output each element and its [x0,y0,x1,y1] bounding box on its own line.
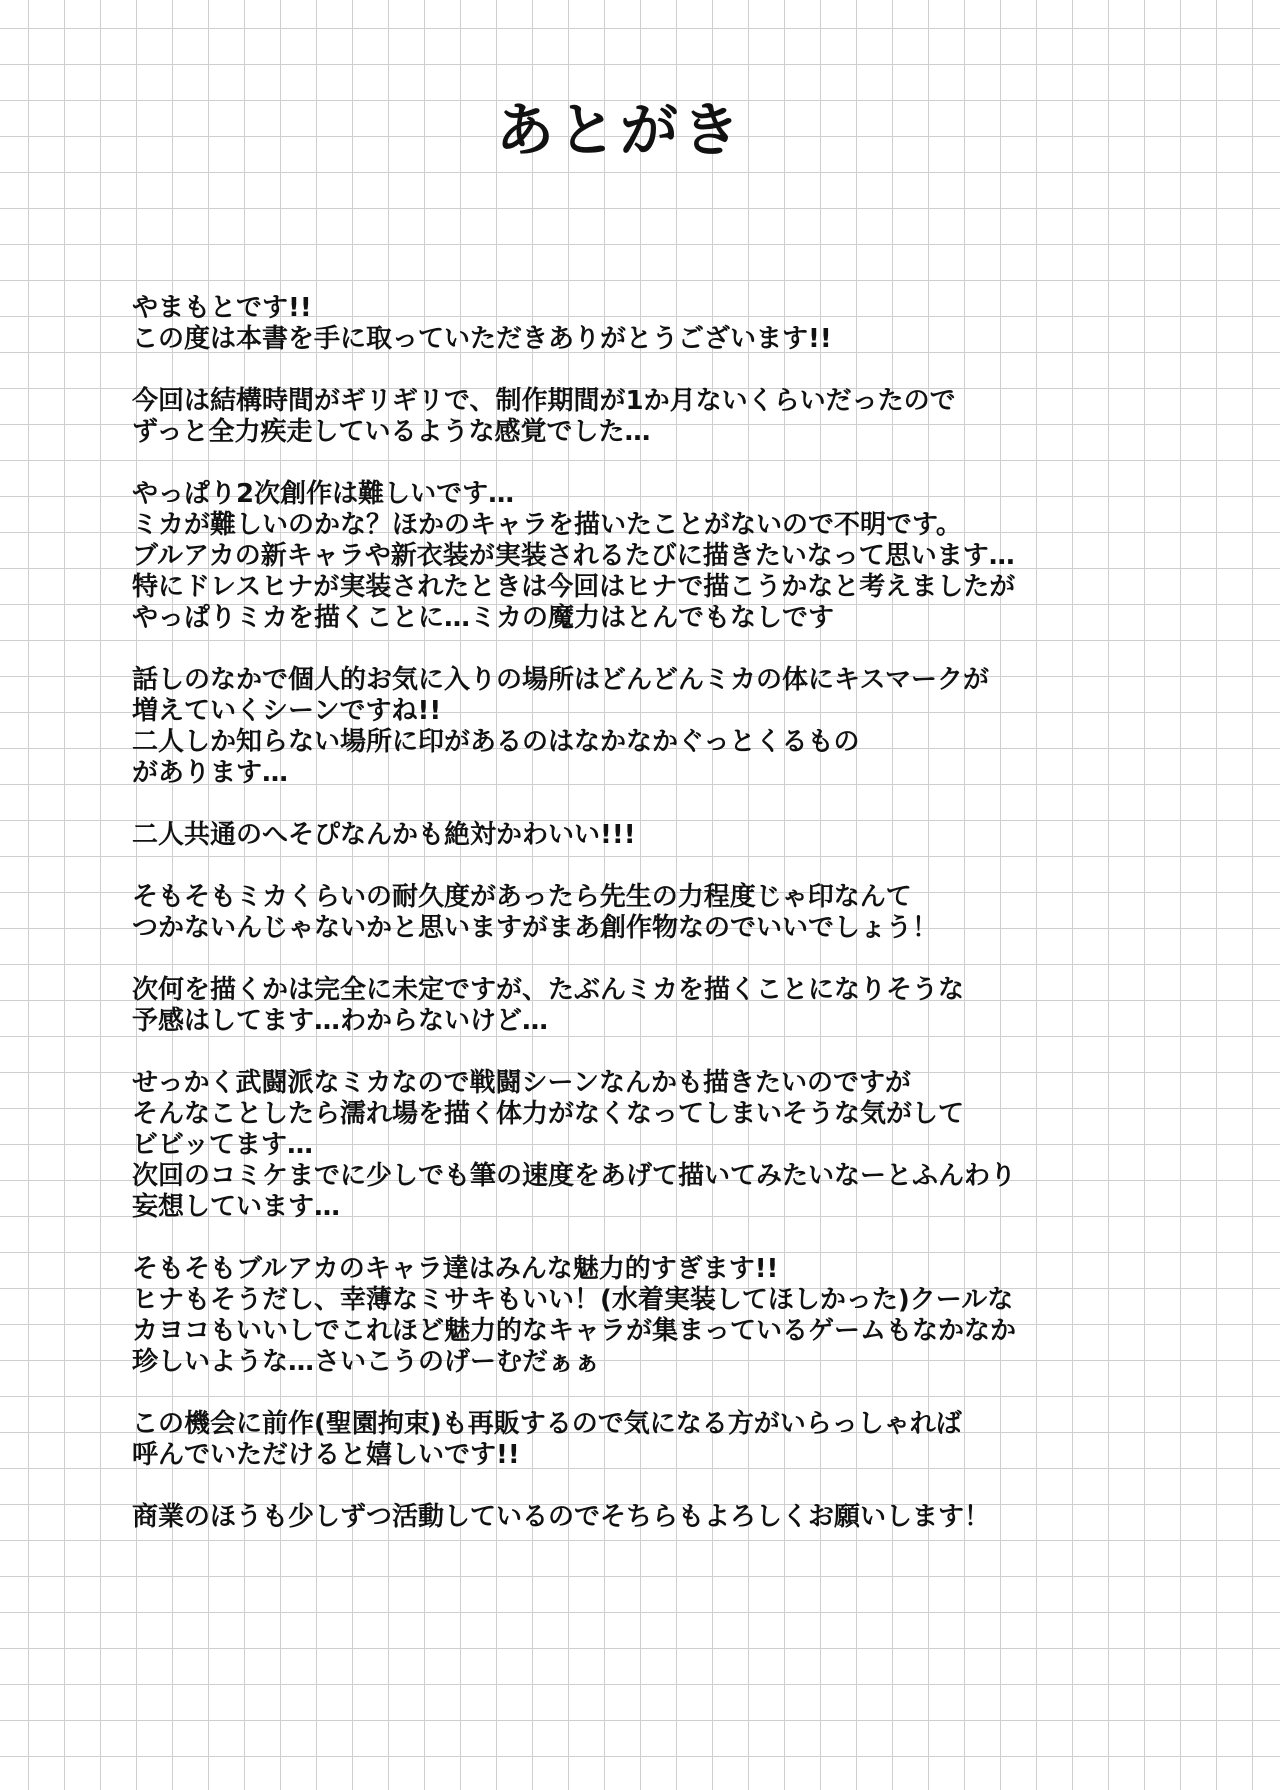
text-line: 商業のほうも少しずつ活動しているのでそちらもよろしくお願いします！ [132,1502,991,1532]
paragraph [132,975,1192,1037]
paragraph [132,479,1192,634]
text-line: があります… [132,758,289,788]
text-line: 話しのなかで個人的お気に入りの場所はどんどんミカの体にキスマークが [132,665,989,695]
text-line: 予感はしてます…わからないけど… [132,1006,549,1036]
text-line: ミカが難しいのかな？ほかのキャラを描いたことがないので不明です。 [132,510,962,540]
text-line: この度は本書を手に取っていただきありがとうございます!! [132,324,832,354]
paragraph [132,293,1192,355]
text-line: 二人共通のへそぴなんかも絶対かわいい!!! [132,820,636,850]
text-line: やっぱりミカを描くことに…ミカの魔力はとんでもなしです [132,603,835,633]
text-line: つかないんじゃないかと思いますがまあ創作物なのでいいでしょう！ [132,913,939,943]
text-line: そんなことしたら濡れ場を描く体力がなくなってしまいそうな気がして [132,1099,965,1129]
paragraph [132,1068,1192,1223]
text-line: カヨコもいいしでこれほど魅力的なキャラが集まっているゲームもなかなか [132,1316,1017,1346]
paragraph [132,386,1192,448]
text-line: 次回のコミケまでに少しでも筆の速度をあげて描いてみたいなーとふんわり [132,1161,1017,1191]
paragraph [132,882,1192,944]
text-line: 今回は結構時間がギリギリで、制作期間が1か月ないくらいだったので [132,386,956,416]
text-line: 珍しいような…さいこうのげーむだぁぁ [132,1347,601,1377]
text-line: ビビッてます… [132,1130,313,1160]
paragraph [132,1409,1192,1471]
text-line: そもそもミカくらいの耐久度があったら先生の力程度じゃ印なんて [132,882,912,912]
paragraph [132,665,1192,789]
afterword-body [132,293,1192,1564]
paragraph [132,1502,1192,1533]
text-line: ヒナもそうだし、幸薄なミサキもいい！(水着実装してほしかった)クールな [132,1285,1014,1315]
text-line: やっぱり2次創作は難しいです… [132,479,515,509]
text-line: せっかく武闘派なミカなので戦闘シーンなんかも描きたいのですが [132,1068,911,1098]
text-line: 増えていくシーンですね!! [132,696,442,726]
text-line: ずっと全力疾走しているような感覚でした… [132,417,651,447]
text-line: やまもとです!! [132,293,312,323]
page-title: あとがき [495,96,744,164]
text-line: 妄想しています… [132,1192,341,1222]
text-line: そもそもブルアカのキャラ達はみんな魅力的すぎます!! [132,1254,779,1284]
text-line: 二人しか知らない場所に印があるのはなかなかぐっとくるもの [132,727,860,757]
paragraph [132,820,1192,851]
text-line: 特にドレスヒナが実装されたときは今回はヒナで描こうかなと考えましたが [132,572,1016,602]
text-line: 次何を描くかは完全に未定ですが、たぶんミカを描くことになりそうな [132,975,965,1005]
text-line: 呼んでいただけると嬉しいです!! [132,1440,520,1470]
paragraph [132,1254,1192,1378]
text-line: ブルアカの新キャラや新衣装が実装されるたびに描きたいなって思います… [132,541,1015,571]
text-line: この機会に前作(聖園拘束)も再販するので気になる方がいらっしゃれば [132,1409,962,1439]
